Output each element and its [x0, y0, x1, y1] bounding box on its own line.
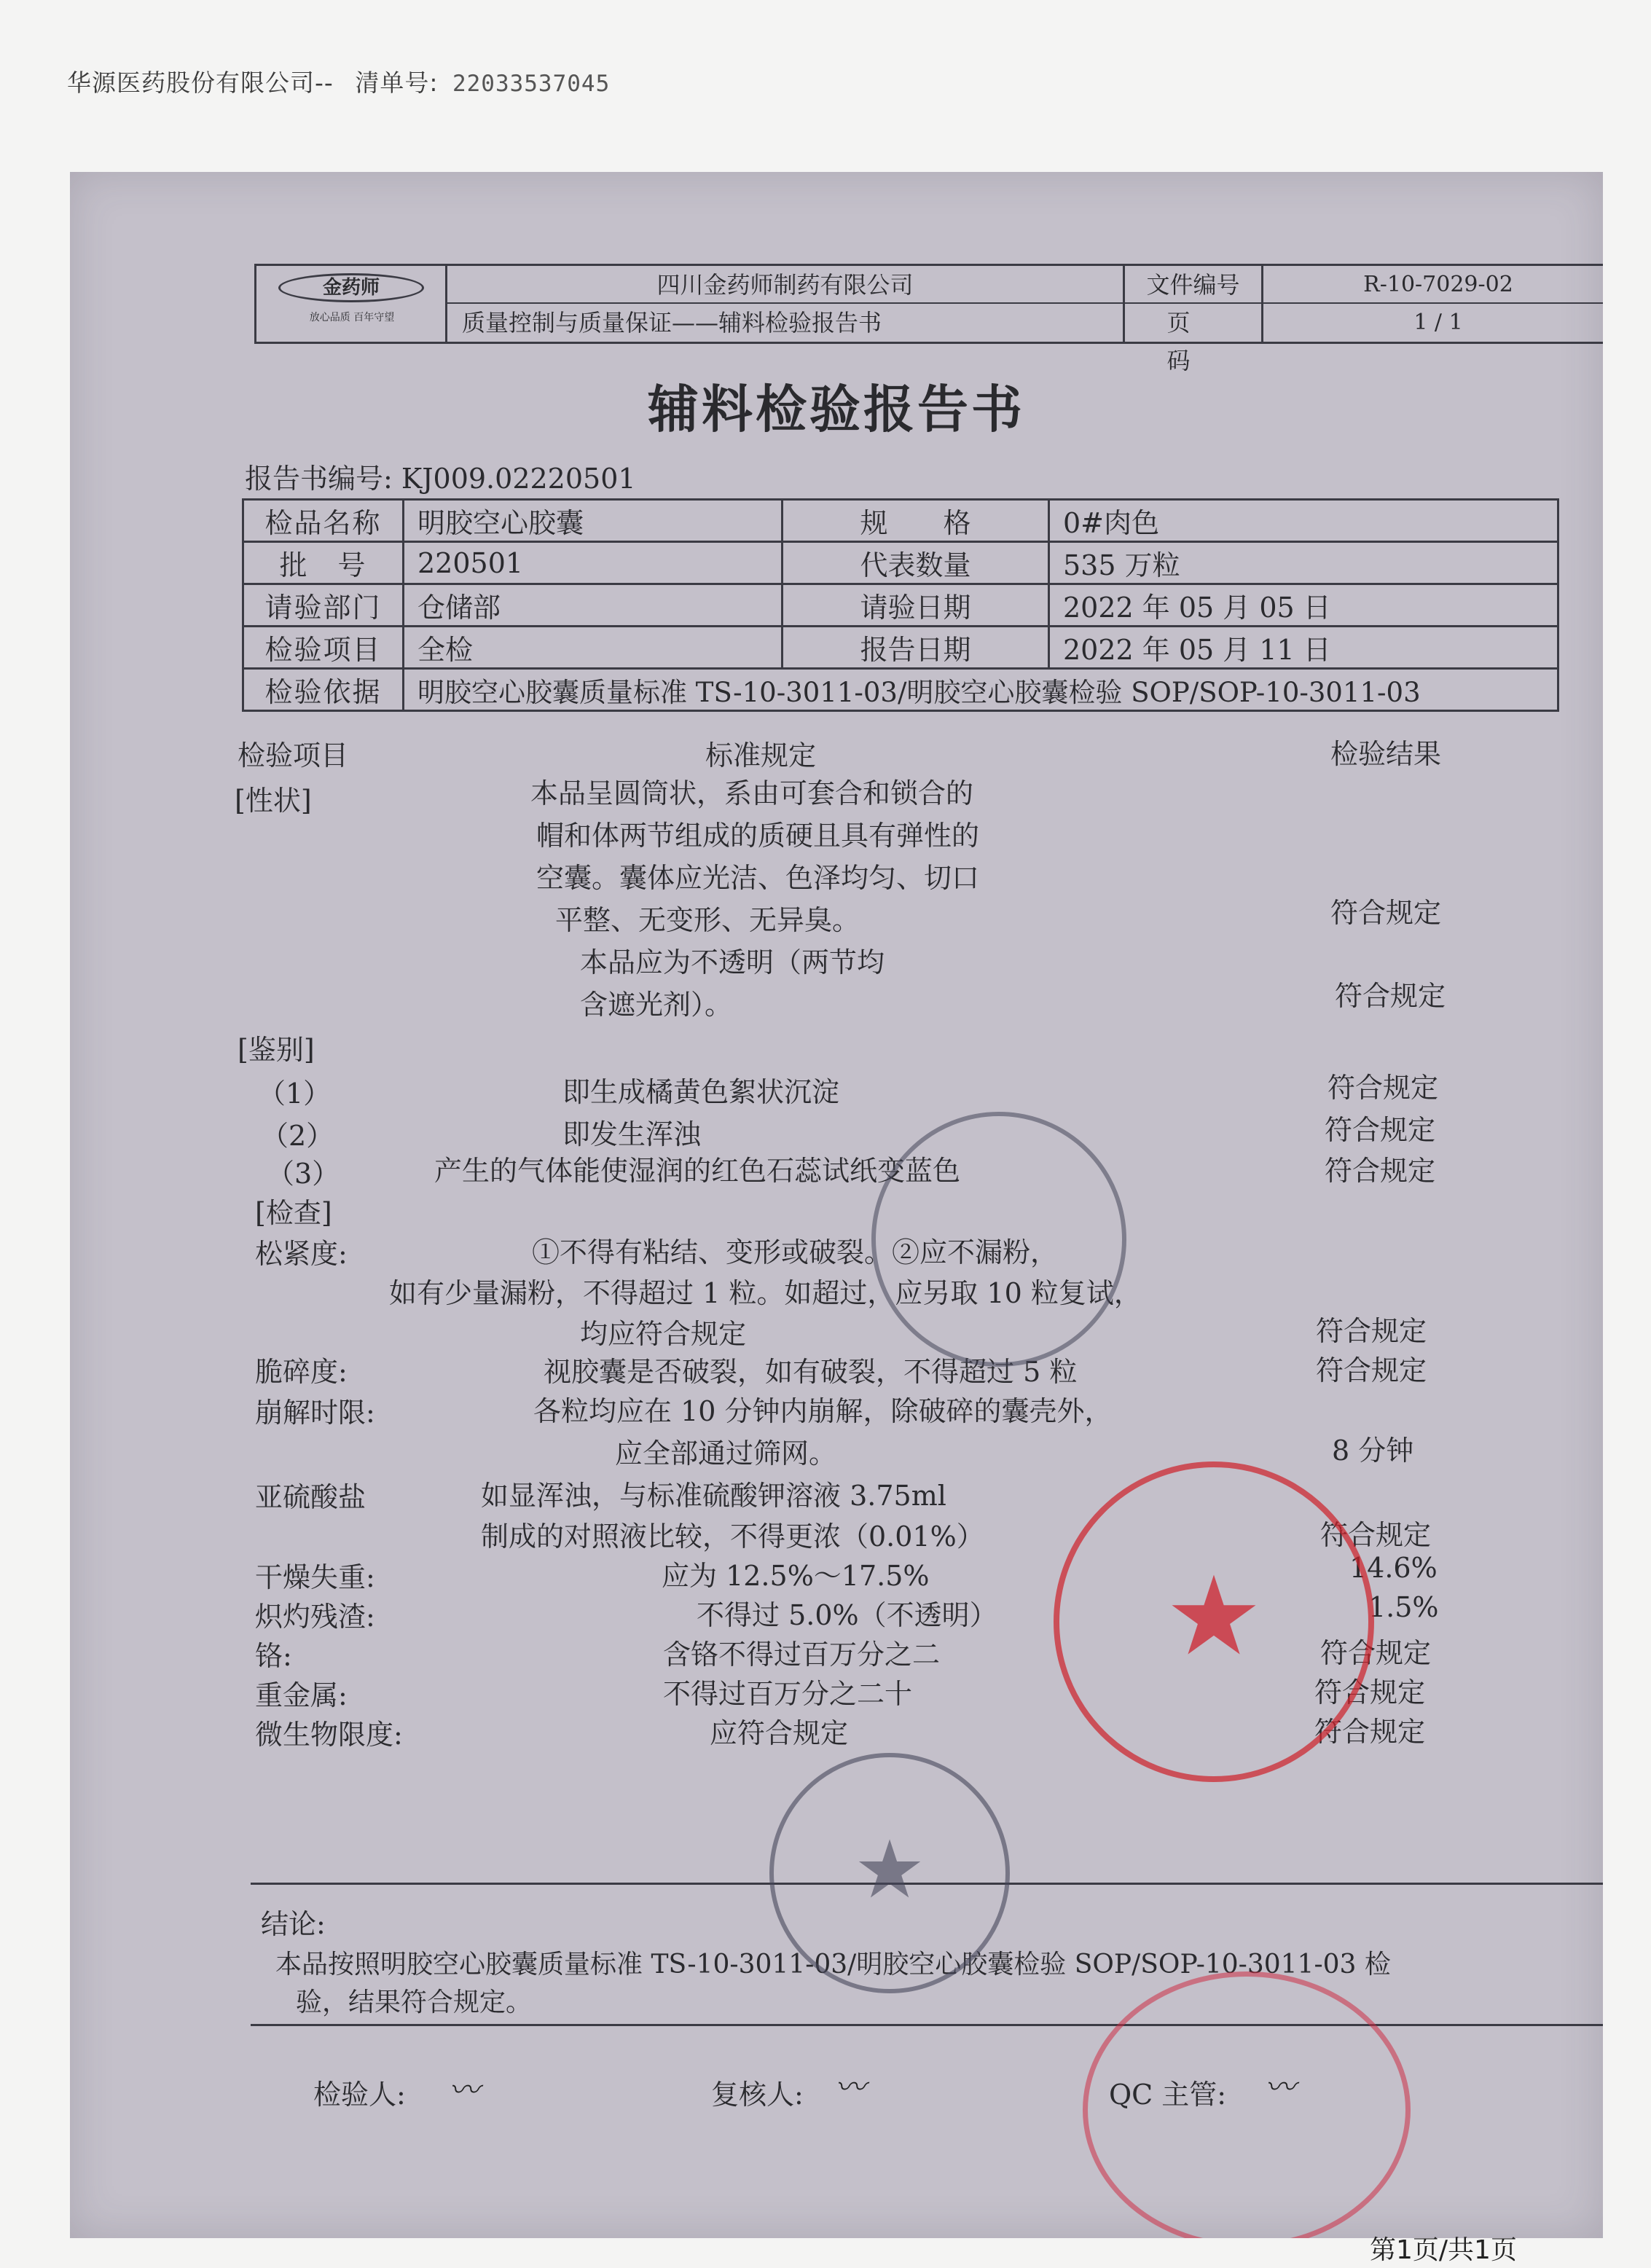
chromium-result: 符合规定 [1320, 1637, 1432, 1669]
disintegration-result: 8 分钟 [1332, 1435, 1414, 1467]
disintegration-line: 各粒均应在 10 分钟内崩解，除破碎的囊壳外， [533, 1395, 1113, 1427]
sulfite-result: 符合规定 [1320, 1519, 1432, 1551]
list-label: 清单号: [355, 68, 439, 97]
col-header-standard: 标准规定 [705, 739, 817, 772]
company-logo [256, 266, 447, 342]
drying-loss-result: 14.6% [1349, 1552, 1438, 1584]
id1-number: （1） [258, 1078, 332, 1110]
col-header-result: 检验结果 [1330, 738, 1442, 770]
col-header-item: 检验项目 [238, 739, 349, 772]
inspector-signature: 〰 [449, 2072, 480, 2108]
section-check: [检查] [255, 1197, 332, 1229]
ignition-residue-label: 炽灼残渣: [255, 1601, 375, 1633]
report-number [245, 456, 636, 496]
report-no-value: KJ009.02220501 [401, 463, 636, 495]
table-row [243, 500, 1558, 542]
item-value: 全检 [404, 627, 783, 669]
star-icon: ★ [853, 1823, 926, 1916]
id2-number: （2） [261, 1120, 334, 1152]
scanned-report [70, 172, 1603, 2238]
divider [251, 2024, 1603, 2026]
tightness-line: ①不得有粘结、变形或破裂。②应不漏粉， [532, 1236, 1059, 1268]
conclusion-line: 本品按照明胶空心胶囊质量标准 TS-10-3011-03/明胶空心胶囊检验 SOP/SOP-10-3011-03 检 [275, 1950, 1391, 1979]
basis-label: 检验依据 [243, 669, 404, 711]
table-row [243, 669, 1558, 711]
tightness-line: 均应符合规定 [580, 1318, 747, 1350]
file-no-label: 文件编号 [1125, 266, 1263, 304]
spec-label: 规 格 [783, 500, 1049, 542]
section-appearance: [性状] [235, 785, 312, 817]
heavy-metal-result: 符合规定 [1314, 1676, 1426, 1708]
gray-round-stamp [871, 1112, 1126, 1367]
header-subtitle: 质量控制与质量保证——辅料检验报告书 [447, 304, 1125, 342]
dept-label: 请验部门 [243, 584, 404, 627]
top-header [67, 64, 610, 98]
logo-text: 金药师 [278, 273, 424, 302]
report-no-label: 报告书编号: [245, 463, 393, 495]
product-label: 检品名称 [243, 500, 404, 542]
page-title: 辅料检验报告书 [648, 379, 1025, 439]
rep-date-value: 2022 年 05 月 11 日 [1049, 627, 1558, 669]
appearance-line: 平整、无变形、无异臭。 [555, 904, 860, 936]
id2-text: 即发生浑浊 [562, 1118, 702, 1150]
disintegration-label: 崩解时限: [255, 1397, 375, 1429]
basis-value: 明胶空心胶囊质量标准 TS-10-3011-03/明胶空心胶囊检验 SOP/SOP-10-3011-03 [404, 669, 1558, 711]
brittleness-result: 符合规定 [1316, 1354, 1427, 1386]
brittleness-label: 脆碎度: [255, 1356, 348, 1388]
page-label: 页 码 [1125, 304, 1263, 342]
opaque-result: 符合规定 [1335, 980, 1446, 1012]
reviewer-label: 复核人: [711, 2079, 804, 2111]
microbial-label: 微生物限度: [255, 1719, 403, 1751]
conclusion-line: 验，结果符合规定。 [296, 1988, 533, 2017]
heavy-metal-text: 不得过百万分之二十 [663, 1678, 913, 1710]
table-row [243, 627, 1558, 669]
appearance-line: 帽和体两节组成的质硬且具有弹性的 [536, 820, 980, 852]
section-identification: [鉴别] [238, 1034, 315, 1066]
red-oval-stamp [1083, 1971, 1411, 2238]
ignition-residue-result: 1.5% [1368, 1591, 1439, 1623]
heavy-metal-label: 重金属: [255, 1679, 348, 1711]
id1-result: 符合规定 [1328, 1072, 1439, 1104]
chromium-label: 铬: [255, 1640, 292, 1672]
info-table [242, 498, 1559, 712]
red-quality-stamp [1054, 1461, 1374, 1782]
reviewer-signature: 〰 [835, 2069, 866, 2105]
sulfite-label: 亚硫酸盐 [255, 1481, 366, 1513]
id3-text: 产生的气体能使湿润的红色石蕊试纸变蓝色 [434, 1155, 961, 1187]
qty-value: 535 万粒 [1049, 542, 1558, 584]
opaque-line: 含遮光剂）。 [580, 989, 733, 1021]
id3-result: 符合规定 [1325, 1155, 1436, 1187]
dept-value: 仓储部 [404, 584, 783, 627]
file-no: R-10-7029-02 [1263, 266, 1603, 304]
appearance-line: 空囊。囊体应光洁、色泽均匀、切口 [536, 862, 980, 894]
conclusion-label: 结论: [261, 1908, 326, 1940]
table-row [243, 584, 1558, 627]
appearance-line: 本品呈圆筒状，系由可套合和锁合的 [530, 777, 974, 809]
qty-label: 代表数量 [783, 542, 1049, 584]
rep-date-label: 报告日期 [783, 627, 1049, 669]
product-value: 明胶空心胶囊 [404, 500, 783, 542]
id2-result: 符合规定 [1325, 1114, 1436, 1146]
id3-number: （3） [267, 1158, 340, 1190]
header-company: 四川金药师制药有限公司 [447, 266, 1125, 304]
logo-tagline: 放心品质 百年守望 [309, 312, 395, 323]
microbial-result: 符合规定 [1314, 1716, 1426, 1748]
document-header [254, 264, 1603, 374]
brittleness-text: 视胶囊是否破裂，如有破裂，不得超过 5 粒 [544, 1356, 1078, 1388]
table-row [243, 542, 1558, 584]
company-name: 华源医药股份有限公司-- [67, 68, 334, 97]
page-footer: 第1页/共1页 [1370, 2235, 1517, 2265]
req-date-value: 2022 年 05 月 05 日 [1049, 584, 1558, 627]
appearance-result: 符合规定 [1330, 897, 1442, 929]
batch-label: 批 号 [243, 542, 404, 584]
spec-value: 0#肉色 [1049, 500, 1558, 542]
page-value: 1 / 1 [1413, 310, 1463, 335]
microbial-text: 应符合规定 [710, 1717, 849, 1749]
star-icon: ★ [1164, 1553, 1263, 1680]
drying-loss-text: 应为 12.5%～17.5% [662, 1560, 930, 1592]
inspector-label: 检验人: [313, 2079, 406, 2111]
drying-loss-label: 干燥失重: [255, 1561, 375, 1593]
qc-signature: 〰 [1265, 2069, 1296, 2105]
opaque-line: 本品应为不透明（两节均 [580, 946, 885, 978]
tightness-result: 符合规定 [1316, 1315, 1427, 1347]
batch-value: 220501 [404, 542, 783, 584]
tightness-line: 如有少量漏粉，不得超过 1 粒。如超过，应另取 10 粒复试， [389, 1277, 1142, 1309]
sulfite-line: 如显浑浊，与标准硫酸钾溶液 3.75ml [481, 1480, 946, 1512]
disintegration-line: 应全部通过筛网。 [615, 1437, 837, 1470]
sulfite-line: 制成的对照液比较，不得更浓（0.01%） [481, 1520, 984, 1553]
chromium-text: 含铬不得过百万分之二 [663, 1639, 941, 1671]
req-date-label: 请验日期 [783, 584, 1049, 627]
item-label: 检验项目 [243, 627, 404, 669]
tightness-label: 松紧度: [255, 1238, 348, 1270]
ignition-residue-text: 不得过 5.0%（不透明） [697, 1599, 997, 1631]
id1-text: 即生成橘黄色絮状沉淀 [562, 1076, 840, 1108]
list-number: 22033537045 [452, 71, 611, 97]
inspection-stamp [769, 1753, 1010, 1993]
qc-label: QC 主管: [1109, 2079, 1227, 2111]
